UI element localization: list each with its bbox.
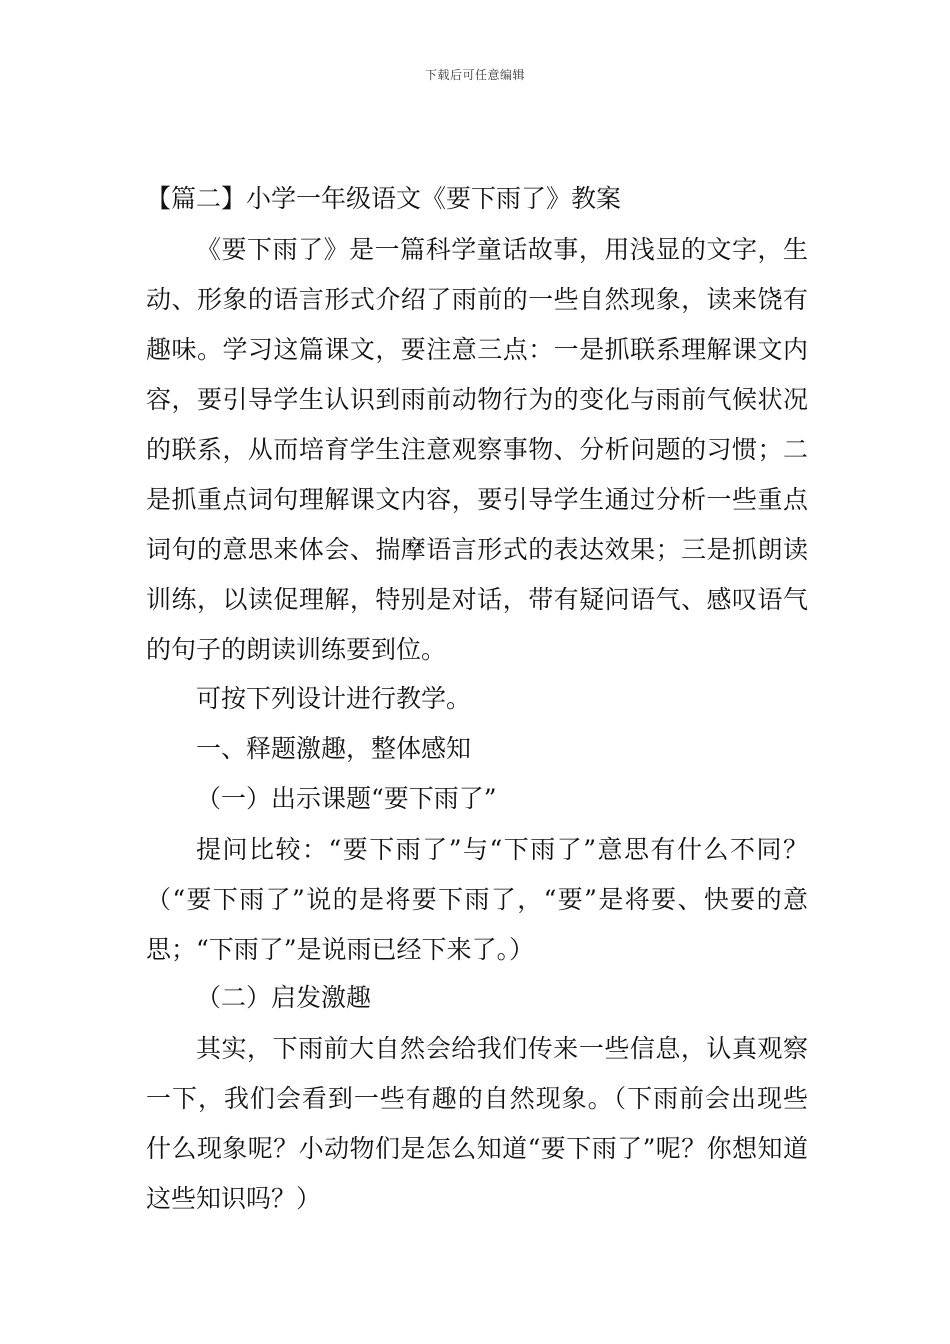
- section-heading-1: 一、释题激趣，整体感知: [196, 734, 472, 763]
- subsection-heading-2: （二）启发激趣: [196, 983, 372, 1012]
- subsection-body-1: 提问比较：“要下雨了”与“下雨了”意思有什么不同？（“要下雨了”说的是将要下雨了，“要”是将要、快要的意思；“下雨了”是说雨已经下来了。）: [146, 835, 808, 964]
- subsection-body-2: 其实，下雨前大自然会给我们传来一些信息，认真观察一下，我们会看到一些有趣的自然现象。（下雨前会出现些什么现象呢？小动物们是怎么知道“要下雨了”呢？你想知道这些知识吗？）: [146, 1034, 808, 1213]
- intro-paragraph: 《要下雨了》是一篇科学童话故事，用浅显的文字，生动、形象的语言形式介绍了雨前的一些自然现象，读来饶有趣味。学习这篇课文，要注意三点：一是抓联系理解课文内容，要引导学生认识到雨前动物行为的变化与雨前气候状况的联系，从而培育学生注意观察事物、分析问题的习惯；二是抓重点词句理解课文内容，要引导学生通过分析一些重点词句的意思来体会、揣摩语言形式的表达效果；三是抓朗读训练，以读促理解，特别是对话，带有疑问语气、感叹语气的句子的朗读训练要到位。: [146, 235, 808, 664]
- page-header: 下载后可任意编辑: [424, 68, 525, 82]
- document-title: 【篇二】小学一年级语文《要下雨了》教案: [146, 184, 622, 213]
- design-note: 可按下列设计进行教学。: [196, 684, 472, 713]
- subsection-heading-1: （一）出示课题“要下雨了”: [196, 784, 497, 813]
